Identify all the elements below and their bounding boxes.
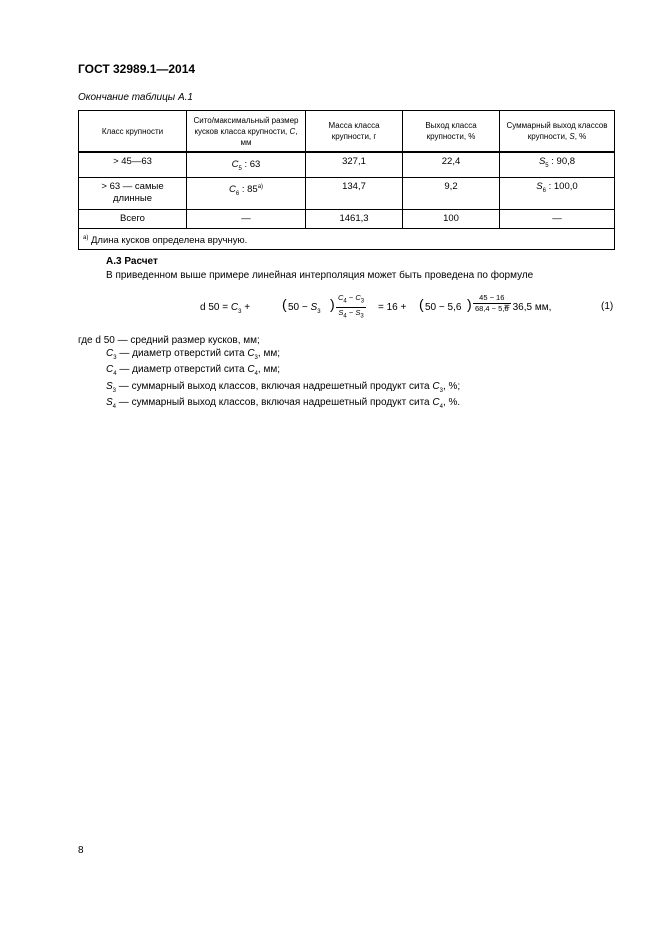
definitions-list [78, 335, 460, 414]
cell-total-yield: 100 [403, 210, 500, 229]
header-sieve: Сито/максимальный размер кусков класса крупности, C, мм [187, 111, 306, 153]
cell-total-sieve: — [187, 210, 306, 229]
formula-paren-open-2: ( [419, 296, 424, 312]
formula-term-1: $50 - S_3$ [288, 302, 321, 315]
definition-item: $C_4$ — диаметр отверстий сита $C_4$, мм; [106, 364, 280, 377]
header-cumulative: Суммарный выход классов крупности, S, % [500, 111, 615, 153]
page-number: 8 [78, 845, 84, 856]
cell-mass: 134,7 [306, 178, 403, 210]
header-class: Класс крупности [79, 111, 187, 153]
formula-fraction-2: $\frac{45 - 16}{68,4 - 5,6}$ [475, 293, 509, 313]
cell-sieve: $C_5$ : 63 [187, 152, 306, 178]
table-row [79, 178, 615, 210]
cell-cumulative: $S_5$ : 90,8 [500, 152, 615, 178]
formula-term-2: 50 − 5,6 [425, 302, 462, 313]
header-yield: Выход класса крупности, % [403, 111, 500, 153]
table-header-row [79, 111, 615, 153]
cell-class: > 45—63 [79, 152, 187, 178]
formula-fraction-1: $\frac{C_4 - C_3}{S_4 - S_3}$ [338, 293, 365, 319]
cell-cumulative: $S_6$ : 100,0 [500, 178, 615, 210]
table-total-row [79, 210, 615, 229]
formula-paren-open: ( [282, 296, 287, 312]
cell-total-mass: 1461,3 [306, 210, 403, 229]
table-footnote-row [79, 229, 615, 250]
cell-class: > 63 — самые длинные [79, 178, 187, 210]
formula-mid: = 16 + [378, 302, 407, 313]
standard-number: ГОСТ 32989.1—2014 [78, 62, 196, 76]
section-title: А.3 Расчет [106, 256, 158, 267]
sieve-table [78, 110, 615, 250]
section-intro: В приведенном выше примере линейная интерполяция может быть проведена по формуле [106, 270, 534, 281]
definition-item: $S_3$ — суммарный выход классов, включая надрешетный продукт сита $C_3$, %; [106, 380, 461, 394]
equation-number: (1) [601, 301, 614, 312]
cell-sieve: $C_6$ : $85^{а)}$ [187, 178, 306, 210]
definition-item: $C_3$ — диаметр отверстий сита $C_3$, мм; [106, 347, 280, 361]
cell-yield: 22,4 [403, 152, 500, 178]
formula-result: = 36,5 мм, [504, 302, 552, 313]
cell-total-label: Всего [79, 210, 187, 229]
formula-paren-close-2: ) [467, 296, 472, 312]
header-mass: Масса класса крупности, г [306, 111, 403, 153]
table-caption: Окончание таблицы А.1 [78, 92, 193, 103]
table-footnote: $^{а)}$ Длина кусков определена вручную. [79, 229, 615, 250]
cell-total-cumulative: — [500, 210, 615, 229]
definition-item: $S_4$ — суммарный выход классов, включая надрешетный продукт сита $C_4$, %. [106, 397, 461, 410]
formula-lhs: d $50 = C_3$ + [200, 302, 251, 315]
definition-item: где d 50 — средний размер кусков, мм; [78, 335, 260, 346]
table-row [79, 152, 615, 178]
interpolation-formula [200, 290, 530, 322]
formula-paren-close: ) [330, 296, 335, 312]
cell-mass: 327,1 [306, 152, 403, 178]
cell-yield: 9,2 [403, 178, 500, 210]
